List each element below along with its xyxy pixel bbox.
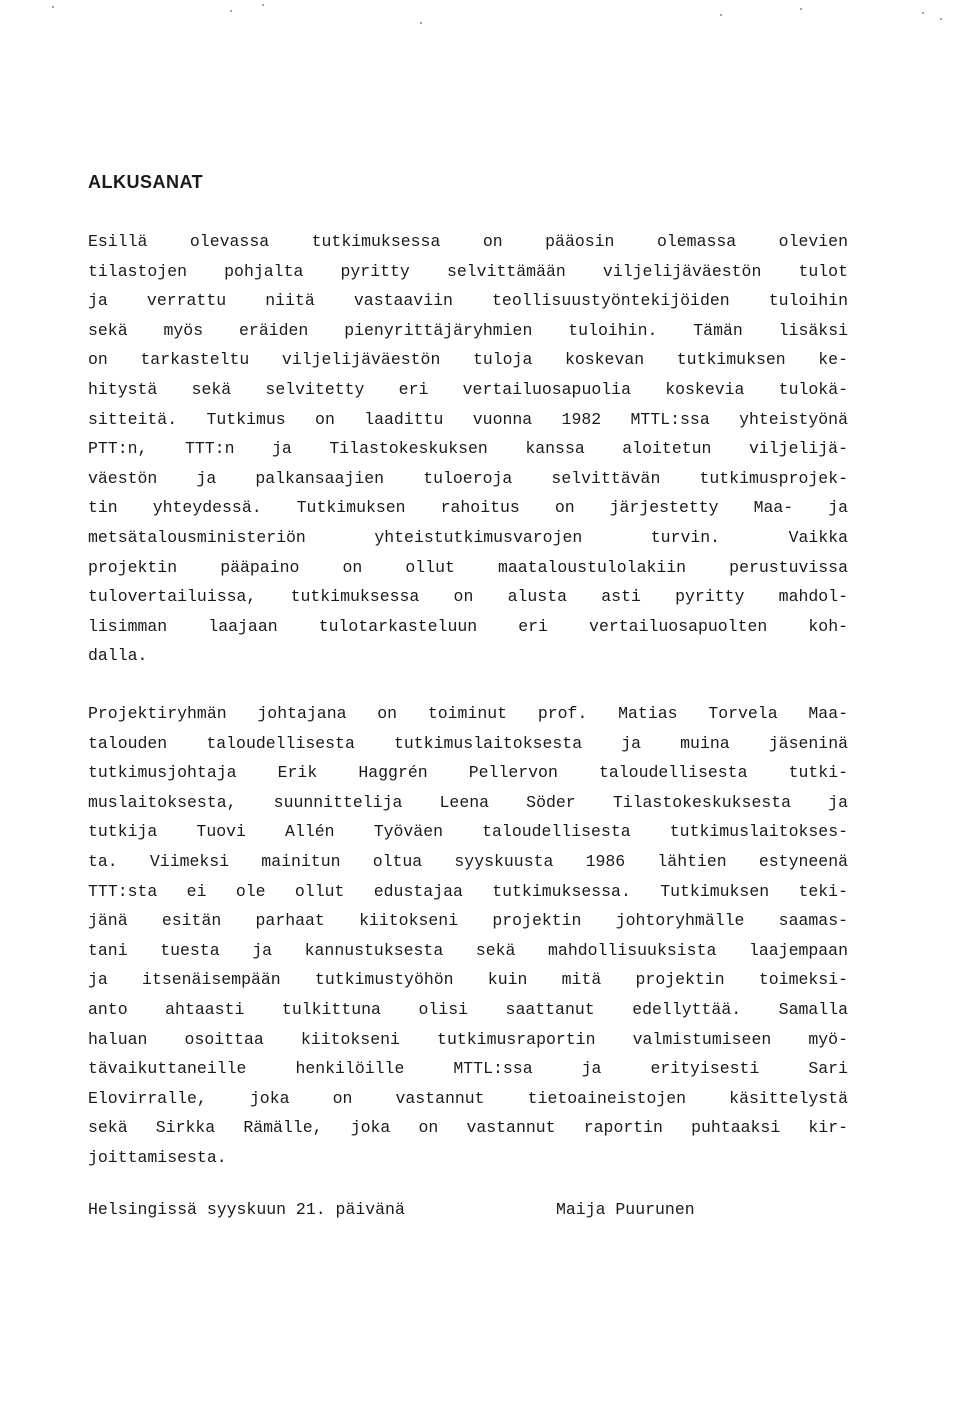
signature-block	[88, 1200, 788, 1230]
text-line: metsätalousministeriön yhteistutkimusvarojen turvin. Vaikka	[88, 527, 848, 547]
paragraph-acknowledgements	[88, 699, 848, 1173]
text-line: projektin pääpaino on ollut maataloustulolakiin perustuvissa	[88, 557, 848, 577]
scan-speck	[922, 12, 924, 14]
scan-speck	[52, 6, 54, 8]
text-line: sekä Sirkka Rämälle, joka on vastannut raportin puhtaaksi kir-	[88, 1118, 848, 1138]
text-line: lisimman laajaan tulotarkasteluun eri vertailuosapuolten koh-	[88, 616, 848, 636]
scan-speck	[940, 18, 942, 20]
text-line: tävaikuttaneille henkilöille MTTL:ssa ja erityisesti Sari	[88, 1059, 848, 1079]
text-line: ta. Viimeksi mainitun oltua syyskuusta 1986 lähtien estyneenä	[88, 851, 848, 871]
text-line: muslaitoksesta, suunnittelija Leena Söder Tilastokeskuksesta ja	[88, 792, 848, 812]
text-line: haluan osoittaa kiitokseni tutkimusraportin valmistumiseen myö-	[88, 1029, 848, 1049]
text-line: tutkimusjohtaja Erik Haggrén Pellervon taloudellisesta tutki-	[88, 763, 848, 783]
text-line: tani tuesta ja kannustuksesta sekä mahdollisuuksista laajempaan	[88, 940, 848, 960]
text-line: talouden taloudellisesta tutkimuslaitoksesta ja muina jäseninä	[88, 733, 848, 753]
text-line: PTT:n, TTT:n ja Tilastokeskuksen kanssa aloitetun viljelijä-	[88, 439, 848, 459]
signature-author: Maija Puurunen	[556, 1200, 695, 1219]
text-line: on tarkasteltu viljelijäväestön tuloja koskevan tutkimuksen ke-	[88, 350, 848, 370]
text-line: sitteitä. Tutkimus on laadittu vuonna 1982 MTTL:ssa yhteistyönä	[88, 409, 848, 429]
signature-place-date: Helsingissä syyskuun 21. päivänä	[88, 1200, 405, 1219]
text-line: dalla.	[88, 646, 148, 666]
scan-speck	[262, 4, 264, 6]
text-line: ja itsenäisempään tutkimustyöhön kuin mitä projektin toimeksi-	[88, 970, 848, 990]
page-title: ALKUSANAT	[88, 172, 204, 192]
text-line: Projektiryhmän johtajana on toiminut prof. Matias Torvela Maa-	[88, 704, 848, 723]
text-line: ja verrattu niitä vastaaviin teollisuustyöntekijöiden tuloihin	[88, 291, 848, 311]
text-line: anto ahtaasti tulkittuna olisi saattanut edellyttää. Samalla	[88, 999, 848, 1019]
scan-speck	[420, 22, 422, 24]
paragraph-intro	[88, 227, 848, 671]
text-line: tin yhteydessä. Tutkimuksen rahoitus on järjestetty Maa- ja	[88, 498, 848, 518]
text-line: sekä myös eräiden pienyrittäjäryhmien tuloihin. Tämän lisäksi	[88, 320, 848, 340]
scan-speck	[230, 10, 232, 12]
text-line: TTT:sta ei ole ollut edustajaa tutkimuksessa. Tutkimuksen teki-	[88, 881, 848, 901]
text-line: tilastojen pohjalta pyritty selvittämään viljelijäväestön tulot	[88, 261, 848, 281]
text-line: väestön ja palkansaajien tuloeroja selvittävän tutkimusprojek-	[88, 468, 848, 488]
text-line: tutkija Tuovi Allén Työväen taloudellisesta tutkimuslaitokses-	[88, 822, 848, 842]
text-line: tulovertailuissa, tutkimuksessa on alusta asti pyritty mahdol-	[88, 587, 848, 607]
text-line: Esillä olevassa tutkimuksessa on pääosin olemassa olevien	[88, 232, 848, 251]
scan-speck	[720, 14, 722, 16]
text-line: Elovirralle, joka on vastannut tietoaineistojen käsittelystä	[88, 1088, 848, 1108]
text-line: joittamisesta.	[88, 1147, 227, 1167]
text-line: jänä esitän parhaat kiitokseni projektin johtoryhmälle saamas-	[88, 911, 848, 931]
text-line: hitystä sekä selvitetty eri vertailuosapuolia koskevia tulokä-	[88, 379, 848, 399]
scan-speck	[800, 8, 802, 10]
